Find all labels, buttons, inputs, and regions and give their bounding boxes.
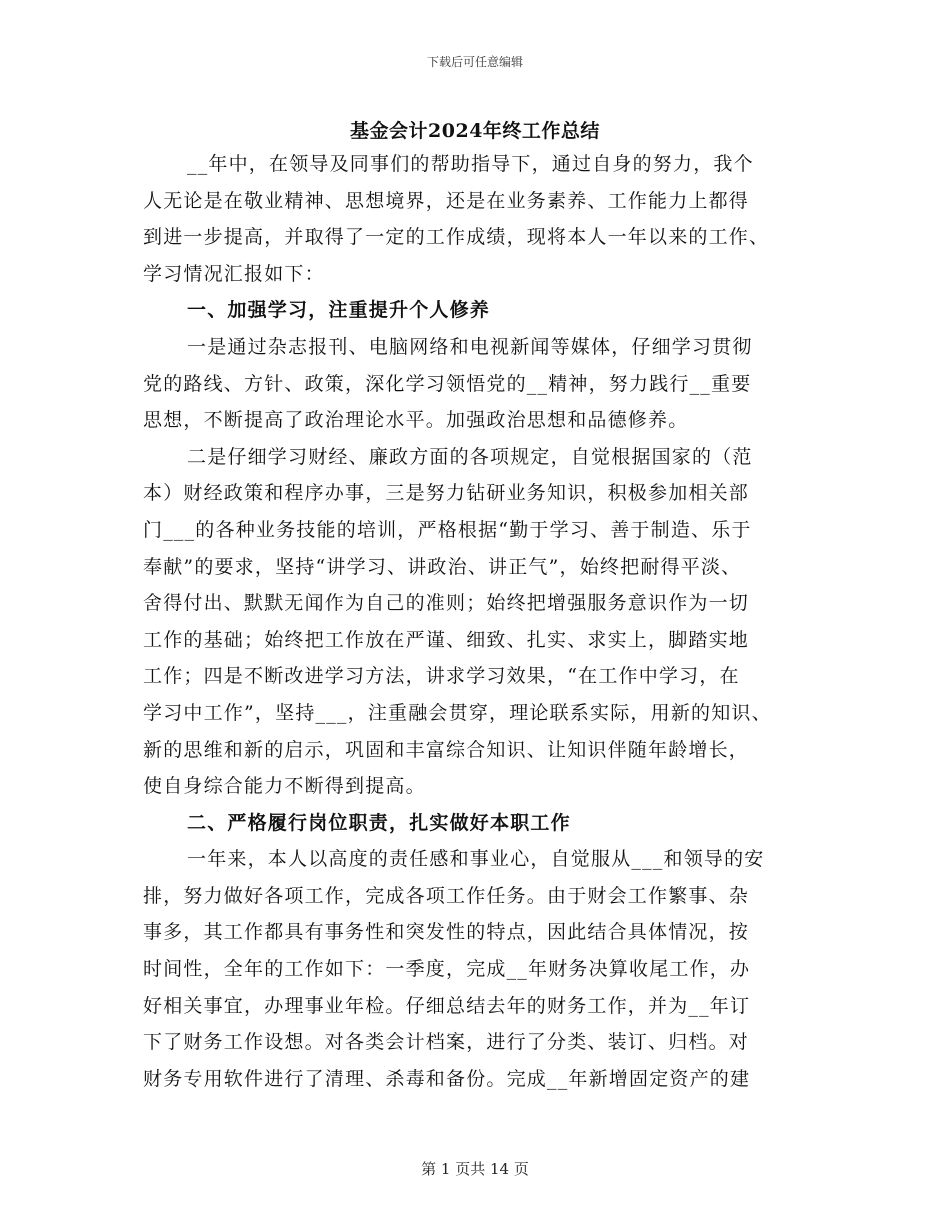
body-line: 使自身综合能力不断得到提高。: [143, 775, 426, 798]
body-line: 到进一步提高，并取得了一定的工作成绩，现将本人一年以来的工作、: [143, 226, 770, 249]
body-line: 奉献”的要求，坚持“讲学习、讲政治、讲正气”，始终把耐得平淡、: [143, 555, 742, 578]
body-line: 事多，其工作都具有事务性和突发性的特点，因此结合具体情况，按: [143, 921, 750, 944]
body-line: 好相关事宜，办理事业年检。仔细总结去年的财务工作，并为__年订: [143, 994, 751, 1017]
body-line: 舍得付出、默默无闻作为自己的准则；始终把增强服务意识作为一切: [143, 592, 750, 615]
body-line: 一年来，本人以高度的责任感和事业心，自觉服从___和领导的安: [187, 848, 765, 871]
body-line: 学习中工作”，坚持___，注重融会贯穿，理论联系实际，用新的知识、: [143, 701, 772, 724]
body-line: 本）财经政策和程序办事，三是努力钻研业务知识，积极参加相关部: [143, 482, 750, 505]
body-line: 党的路线、方针、政策，深化学习领悟党的__精神，努力践行__重要: [143, 372, 752, 395]
header-note: 下载后可任意编辑: [426, 55, 523, 69]
document-title: 基金会计2024年终工作总结: [350, 120, 600, 142]
section-heading-1: 一、加强学习，注重提升个人修养: [187, 299, 491, 322]
body-line: 下了财务工作设想。对各类会计档案，进行了分类、装订、归档。对: [143, 1031, 750, 1054]
body-line: 财务专用软件进行了清理、杀毒和备份。完成__年新增固定资产的建: [143, 1067, 751, 1090]
body-line: 新的思维和新的启示，巩固和丰富综合知识、让知识伴随年龄增长，: [143, 738, 750, 761]
section-heading-2: 二、严格履行岗位职责，扎实做好本职工作: [187, 811, 571, 834]
body-line: 门___的各种业务技能的培训，严格根据“勤于学习、善于制造、乐于: [143, 518, 752, 541]
page-footer: 第 1 页共 14 页: [421, 1160, 529, 1178]
body-line: 二是仔细学习财经、廉政方面的各项规定，自觉根据国家的（范: [187, 445, 753, 468]
body-line: 工作的基础；始终把工作放在严谨、细致、扎实、求实上，脚踏实地: [143, 628, 750, 651]
document-body: [143, 146, 823, 1097]
body-line: 一是通过杂志报刊、电脑网络和电视新闻等媒体，仔细学习贯彻: [187, 335, 753, 358]
body-line: 工作；四是不断改进学习方法，讲求学习效果，“在工作中学习，在: [143, 665, 740, 688]
body-line: 人无论是在敬业精神、思想境界，还是在业务素养、工作能力上都得: [143, 189, 750, 212]
body-line: __年中，在领导及同事们的帮助指导下，通过自身的努力，我个: [187, 153, 754, 175]
body-line: 排，努力做好各项工作，完成各项工作任务。由于财会工作繁事、杂: [143, 884, 750, 907]
body-line: 思想，不断提高了政治理论水平。加强政治思想和品德修养。: [143, 409, 689, 432]
body-line: 时间性，全年的工作如下：一季度，完成__年财务决算收尾工作，办: [143, 958, 751, 981]
body-line: 学习情况汇报如下：: [143, 262, 325, 285]
